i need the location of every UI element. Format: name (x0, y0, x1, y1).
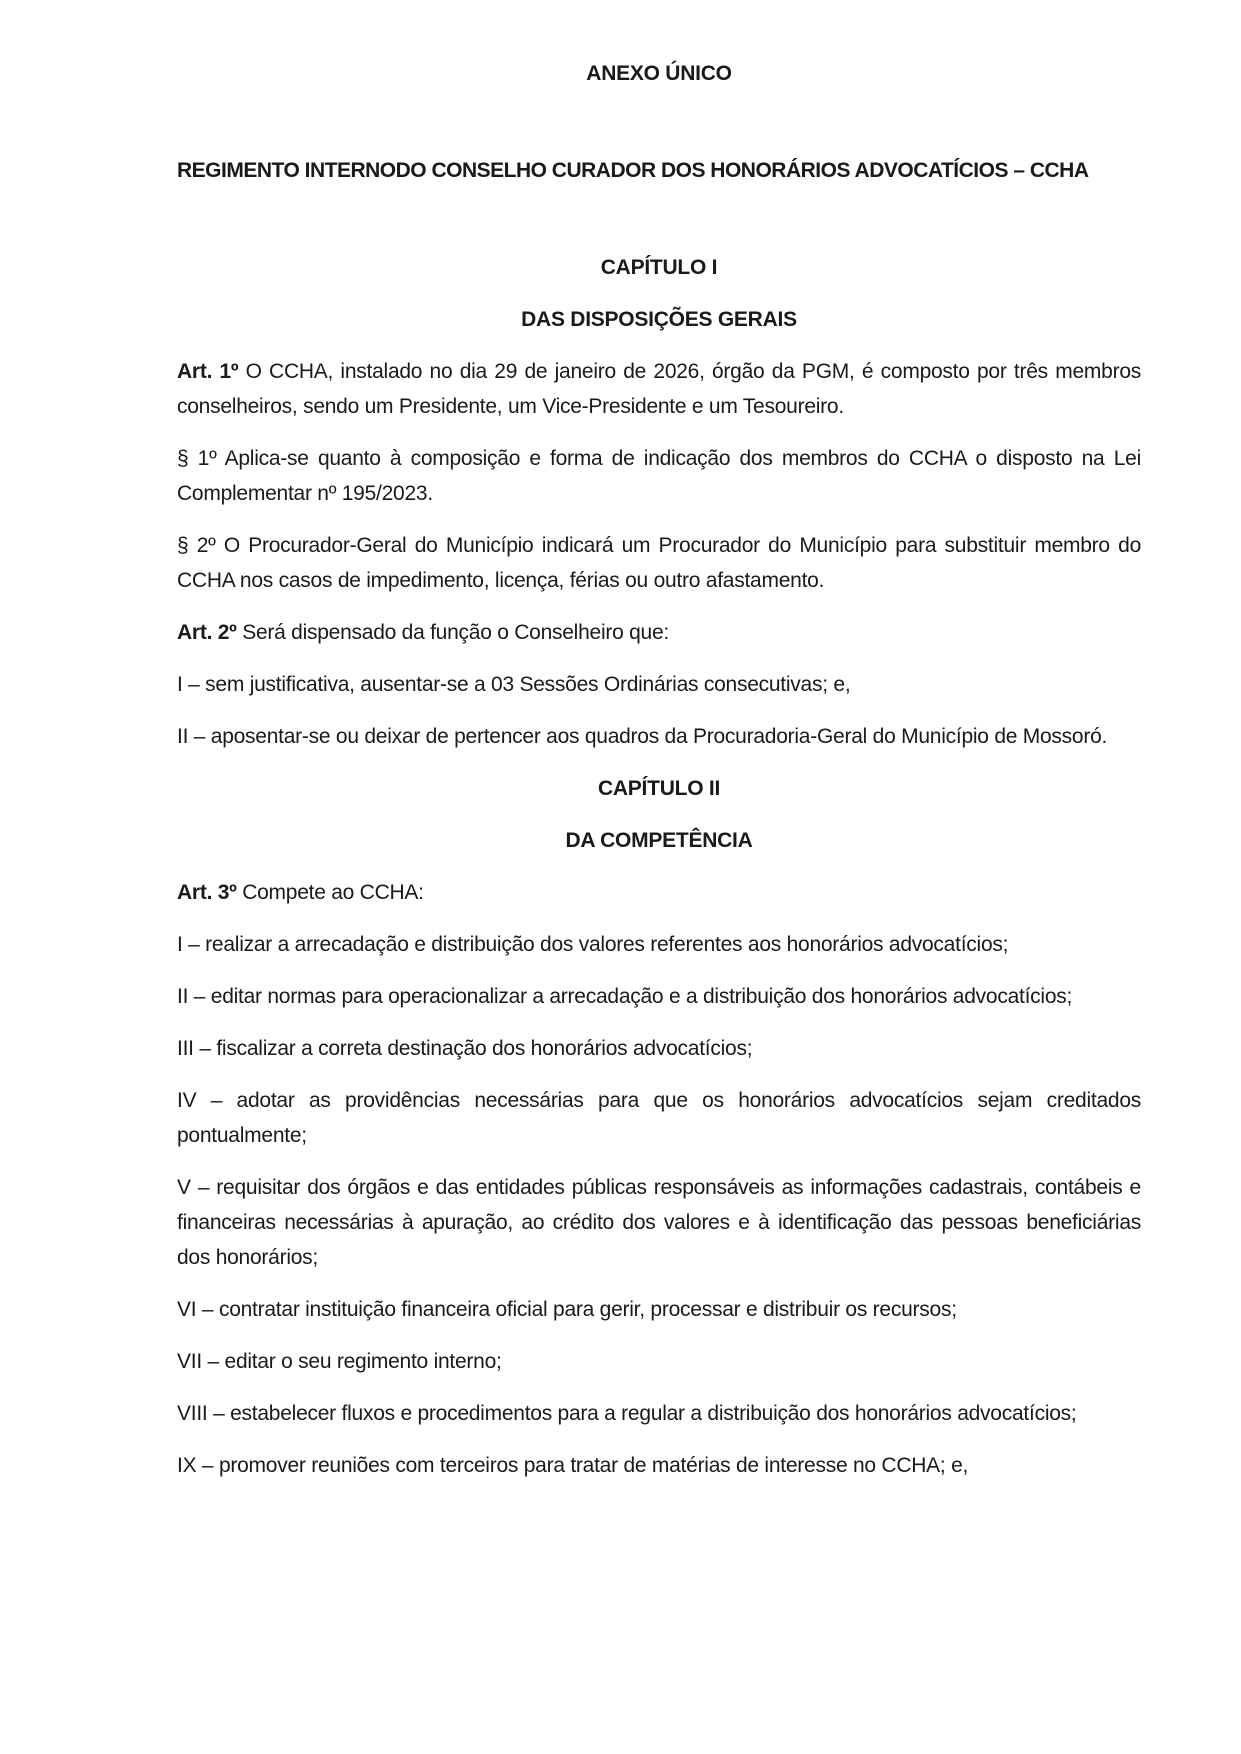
chapter-2-label: CAPÍTULO II (597, 777, 721, 800)
article-3-text: Compete ao CCHA: (236, 881, 424, 904)
article-2-label: Art. 2º (177, 621, 237, 644)
article-3-item: VI – contratar instituição financeira oficial para gerir, processar e distribuir os recursos; (177, 1298, 957, 1321)
article-3-item: II – editar normas para operacionalizar a arrecadação e a distribuição dos honorários advocatícios; (177, 985, 1073, 1008)
article-3-label: Art. 3º (177, 881, 237, 904)
article-3-item: IV – adotar as providências necessárias para que os honorários advocatícios sejam creditados pontualmente; (177, 1089, 1141, 1147)
article-2-text: Será dispensado da função o Conselheiro que: (236, 621, 670, 644)
article-3-item: IX – promover reuniões com terceiros para tratar de matérias de interesse no CCHA; e, (177, 1454, 969, 1477)
article-3-item: III – fiscalizar a correta destinação dos honorários advocatícios; (177, 1037, 753, 1060)
article-1 (177, 354, 1141, 424)
chapter-1-title: DAS DISPOSIÇÕES GERAIS (521, 308, 797, 331)
article-3-item: VIII – estabelecer fluxos e procedimentos para a regular a distribuição dos honorários advocatícios; (177, 1402, 1077, 1425)
article-1-label: Art. 1º (177, 360, 239, 383)
article-3-item: V – requisitar dos órgãos e das entidades públicas responsáveis as informações cadastrais, contábeis e financeiras necessárias à apuração, ao crédito dos valores e à identificação das pessoas beneficiárias dos honorários; (177, 1176, 1141, 1269)
article-2 (177, 615, 1141, 650)
regiment-title: REGIMENTO INTERNODO CONSELHO CURADOR DOS HONORÁRIOS ADVOCATÍCIOS – CCHA (177, 159, 1089, 182)
article-3-item: VII – editar o seu regimento interno; (177, 1350, 502, 1373)
chapter-1-label: CAPÍTULO I (600, 256, 718, 279)
article-1-text: O CCHA, instalado no dia 29 de janeiro de 2026, órgão da PGM, é composto por três membros conselheiros, sendo um Presidente, um Vice-Presidente e um Tesoureiro. (177, 360, 1141, 418)
article-2-item: I – sem justificativa, ausentar-se a 03 Sessões Ordinárias consecutivas; e, (177, 673, 851, 696)
document-content (177, 56, 1141, 1483)
chapter-2-title: DA COMPETÊNCIA (565, 829, 753, 852)
article-3 (177, 875, 1141, 910)
article-2-item: II – aposentar-se ou deixar de pertencer aos quadros da Procuradoria-Geral do Município de Mossoró. (177, 725, 1108, 748)
article-3-item: I – realizar a arrecadação e distribuição dos valores referentes aos honorários advocatícios; (177, 933, 1009, 956)
annex-title: ANEXO ÚNICO (586, 62, 732, 85)
paragraph-1: § 1º Aplica-se quanto à composição e forma de indicação dos membros do CCHA o disposto na Lei Complementar nº 195/2023. (177, 447, 1141, 505)
paragraph-2: § 2º O Procurador-Geral do Município indicará um Procurador do Município para substituir membro do CCHA nos casos de impedimento, licença, férias ou outro afastamento. (177, 534, 1141, 592)
